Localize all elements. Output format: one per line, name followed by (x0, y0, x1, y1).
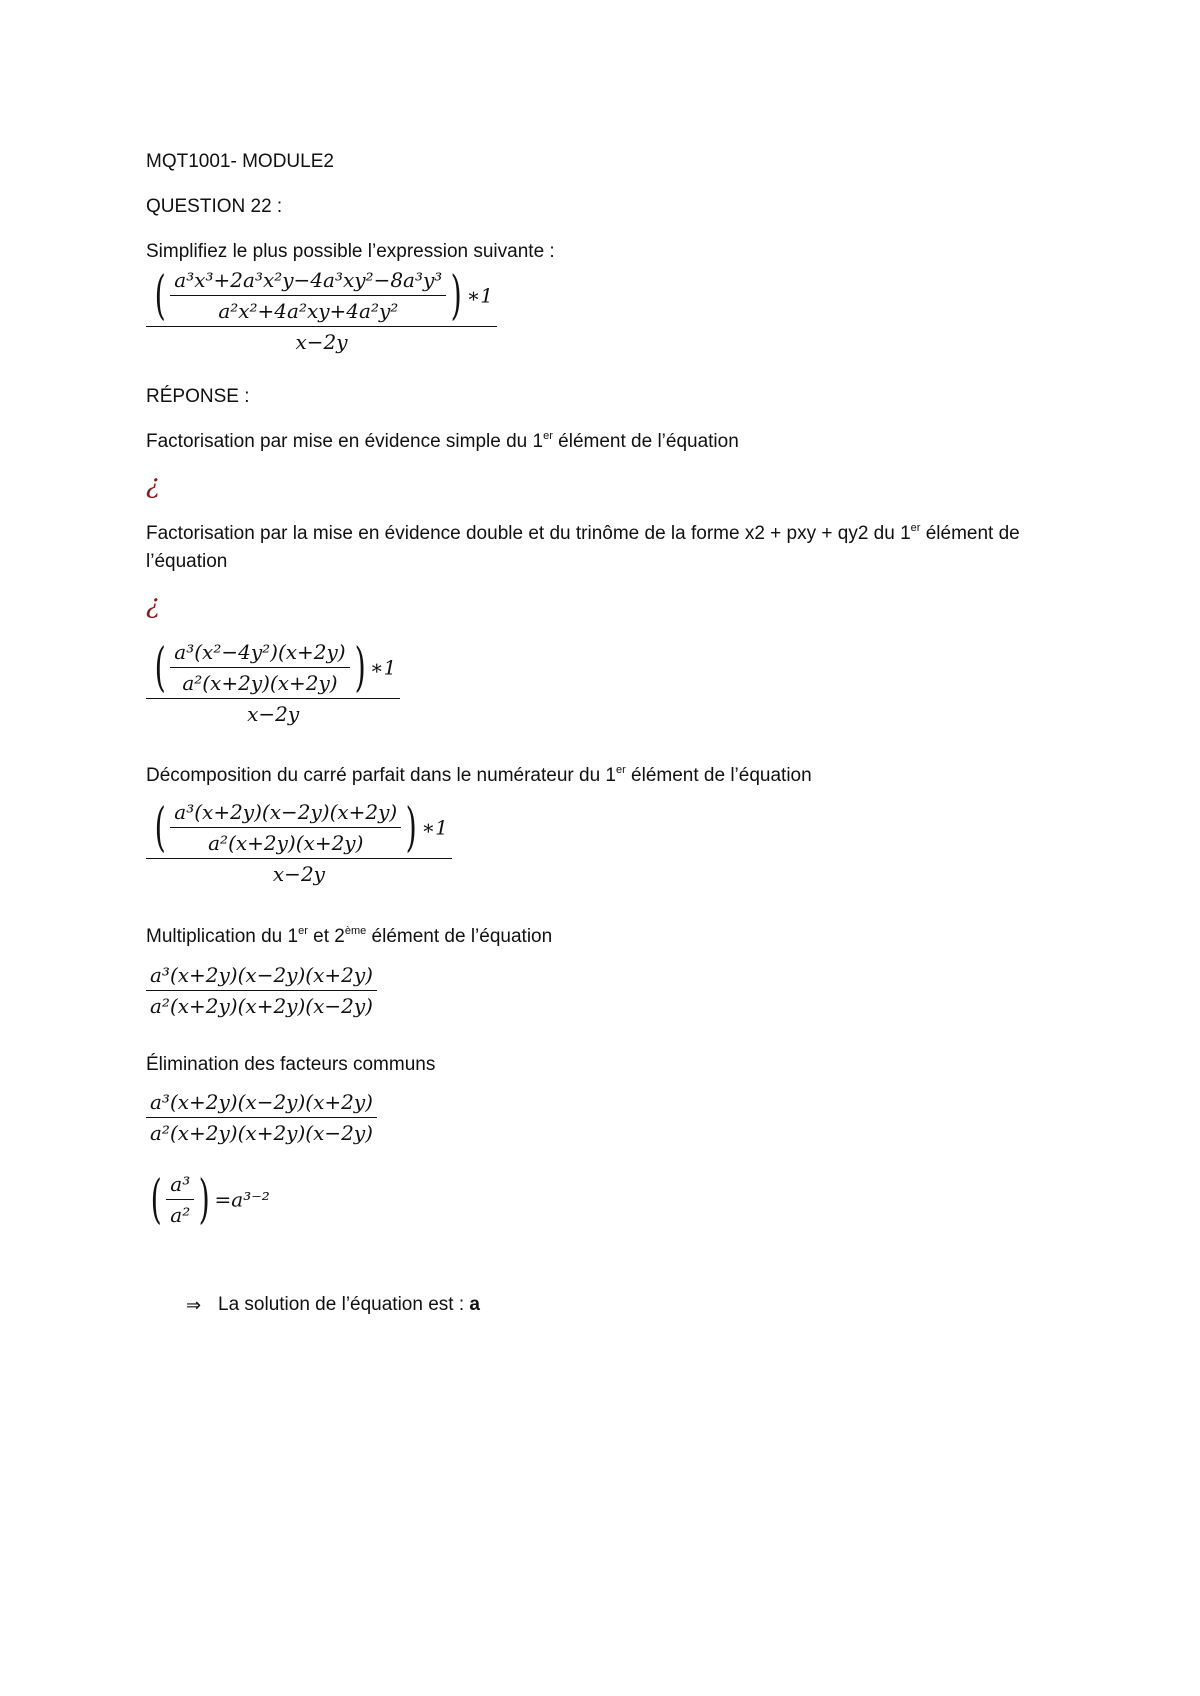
equation-step3: ( $\frac{\text{a³(x+2y)(x−2y)(x+2y)}}{\text{a²(x+2y)(x+2y)}}$ ) ∗1 x−2y (146, 800, 452, 886)
eq2-outer-denominator: x−2y (247, 702, 300, 726)
eq5-denominator: a²(x+2y)(x+2y)(x−2y) (150, 1121, 373, 1145)
eq6-result: =a³⁻² (214, 1187, 270, 1212)
implies-arrow-icon: ⇒ (186, 1295, 202, 1315)
equation-step4 (146, 963, 377, 1018)
conclusion-answer: a (469, 1294, 480, 1315)
eq5-numerator: a³(x+2y)(x−2y)(x+2y) (150, 1090, 373, 1114)
right-paren: ) (450, 265, 463, 326)
eq4-numerator: a³(x+2y)(x−2y)(x+2y) (150, 963, 373, 987)
eq3-outer-denominator: x−2y (272, 862, 325, 886)
eq6-numerator: a³ (170, 1172, 191, 1196)
question-prompt: Simplifiez le plus possible l’expression suivante : (146, 241, 555, 262)
equation-step5 (146, 1090, 377, 1145)
question-label: QUESTION 22 : (146, 196, 283, 217)
eq2-denominator: a²(x+2y)(x+2y) (182, 671, 338, 695)
eq1-outer-denominator: x−2y (295, 330, 348, 354)
conclusion-text: La solution de l’équation est : a (218, 1294, 480, 1315)
step5-text: Élimination des facteurs communs (146, 1054, 436, 1075)
step2-text: Factorisation par la mise en évidence double et du trinôme de la forme x2 + pxy + qy2 du 1er élément de l’équation (146, 522, 1020, 572)
step1-text: Factorisation par mise en évidence simple du 1er élément de l’équation (146, 430, 739, 452)
step2-glyph: ¿ (146, 590, 160, 620)
eq1-denominator: a²x²+4a²xy+4a²y² (218, 299, 399, 323)
eq2-numerator: a³(x²−4y²)(x+2y) (174, 640, 346, 664)
step4-text: Multiplication du 1er et 2ème élément de l’équation (146, 925, 553, 947)
step3-text: Décomposition du carré parfait dans le numérateur du 1er élément de l’équation (146, 764, 812, 786)
eq3-multiplier: ∗1 (421, 815, 448, 840)
left-paren: ( (154, 265, 166, 326)
equation-final: ( $\frac{\text{a³}}{\text{a²}}$ ) =a³⁻² (150, 1169, 270, 1230)
eq2-multiplier: ∗1 (369, 655, 397, 680)
equation-original (146, 265, 497, 354)
eq4-denominator: a²(x+2y)(x+2y)(x−2y) (150, 994, 373, 1018)
eq1-multiplier: ∗1 (466, 283, 493, 308)
step1-glyph: ¿ (146, 470, 160, 500)
eq3-denominator: a²(x+2y)(x+2y) (208, 831, 364, 855)
equation-step2: ( $\frac{\text{a³(x²−4y²)(x+2y)}}{\text{a²(x+2y)(x+2y)}}$ ) ∗1 x−2y (146, 640, 400, 726)
response-label: RÉPONSE : (146, 386, 250, 407)
eq6-denominator: a² (170, 1203, 191, 1227)
eq1-numerator: a³x³+2a³x²y−4a³xy²−8a³y³ (174, 268, 443, 292)
document-title: MQT1001- MODULE2 (146, 151, 334, 172)
eq3-numerator: a³(x+2y)(x−2y)(x+2y) (174, 800, 398, 824)
